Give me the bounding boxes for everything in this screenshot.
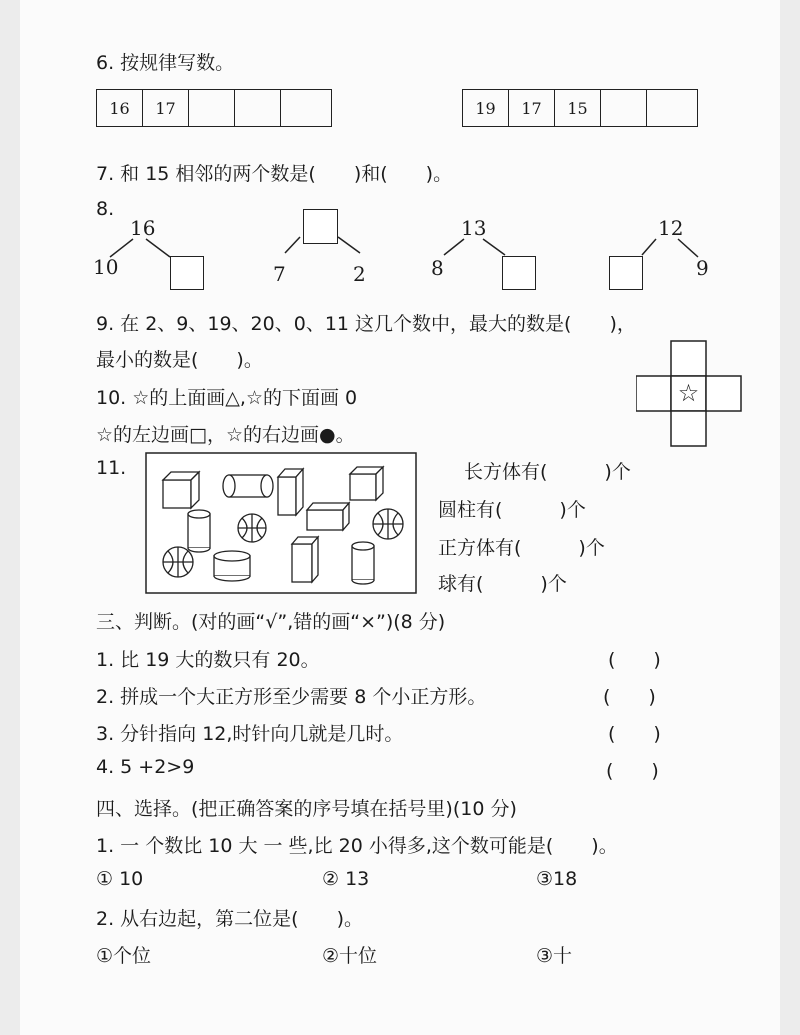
seq2-cell: 19 xyxy=(463,90,509,126)
seq2-cell: 17 xyxy=(509,90,555,126)
seq1-cell: 17 xyxy=(143,90,189,126)
seq1-cell-blank[interactable] xyxy=(189,90,235,126)
bond1-left: 10 xyxy=(93,255,119,279)
choice-q1-option-c[interactable]: ③18 xyxy=(536,868,578,890)
seq2-cell: 15 xyxy=(555,90,601,126)
q11-sphere-count: 球有( )个 xyxy=(438,573,567,595)
section3-title: 三、判断。(对的画“√”,错的画“×”)(8 分) xyxy=(96,611,446,633)
q9-line2: 最小的数是( )。 xyxy=(96,349,263,371)
bond3-answer-box[interactable] xyxy=(502,256,536,290)
seq2-cell-blank[interactable] xyxy=(601,90,647,126)
bond2-left: 7 xyxy=(273,262,286,286)
bond2-answer-box[interactable] xyxy=(303,209,338,244)
seq1-cell-blank[interactable] xyxy=(235,90,281,126)
judge-answer-2[interactable]: ( ) xyxy=(603,686,656,708)
bond1-top: 16 xyxy=(130,216,156,240)
choice-q2-option-b[interactable]: ②十位 xyxy=(322,945,378,967)
judge-item-4: 4. 5 +2>9 xyxy=(96,756,195,778)
seq2-cell-blank[interactable] xyxy=(647,90,693,126)
seq1-cell-blank[interactable] xyxy=(281,90,327,126)
choice-q1-option-b[interactable]: ② 13 xyxy=(322,868,370,890)
bond3-top: 13 xyxy=(461,216,487,240)
section4-title: 四、选择。(把正确答案的序号填在括号里)(10 分) xyxy=(96,798,517,820)
choice-q1-text: 1. 一 个数比 10 大 一 些,比 20 小得多,这个数可能是( )。 xyxy=(96,835,618,857)
q11-cuboid-count: 长方体有( )个 xyxy=(464,461,631,483)
bond4-right: 9 xyxy=(696,256,709,280)
q11-cylinder-count: 圆柱有( )个 xyxy=(438,499,586,521)
q6-title: 6. 按规律写数。 xyxy=(96,52,235,74)
choice-q1-option-a[interactable]: ① 10 xyxy=(96,868,144,890)
choice-q2-option-a[interactable]: ①个位 xyxy=(96,945,152,967)
judge-answer-1[interactable]: ( ) xyxy=(608,649,661,671)
judge-answer-4[interactable]: ( ) xyxy=(606,760,659,782)
bond3-left: 8 xyxy=(431,256,444,280)
q6-sequence-2 xyxy=(462,89,698,127)
q8-label: 8. xyxy=(96,198,115,220)
q6-sequence-1 xyxy=(96,89,332,127)
seq1-cell: 16 xyxy=(97,90,143,126)
choice-q2-option-c[interactable]: ③十 xyxy=(536,945,573,967)
star-symbol: ☆ xyxy=(677,379,700,407)
worksheet-page xyxy=(20,0,780,1035)
bond4-top: 12 xyxy=(658,216,684,240)
q7-text: 7. 和 15 相邻的两个数是( )和( )。 xyxy=(96,163,453,185)
q11-cube-count: 正方体有( )个 xyxy=(438,537,605,559)
q10-line2: ☆的左边画□，☆的右边画●。 xyxy=(96,424,355,446)
judge-item-3: 3. 分针指向 12,时针向几就是几时。 xyxy=(96,723,404,745)
judge-answer-3[interactable]: ( ) xyxy=(608,723,661,745)
q11-solids-picture xyxy=(145,452,417,594)
q9-line1: 9. 在 2、9、19、20、0、11 这几个数中，最大的数是( )， xyxy=(96,313,636,335)
bond1-answer-box[interactable] xyxy=(170,256,204,290)
choice-q2-text: 2. 从右边起，第二位是( )。 xyxy=(96,908,363,930)
q10-cross-grid xyxy=(636,340,742,448)
bond4-answer-box[interactable] xyxy=(609,256,643,290)
q11-label: 11. xyxy=(96,457,127,479)
bond2-right: 2 xyxy=(353,262,366,286)
q10-line1: 10. ☆的上面画△,☆的下面画 0 xyxy=(96,387,358,409)
judge-item-1: 1. 比 19 大的数只有 20。 xyxy=(96,649,320,671)
judge-item-2: 2. 拼成一个大正方形至少需要 8 个小正方形。 xyxy=(96,686,487,708)
